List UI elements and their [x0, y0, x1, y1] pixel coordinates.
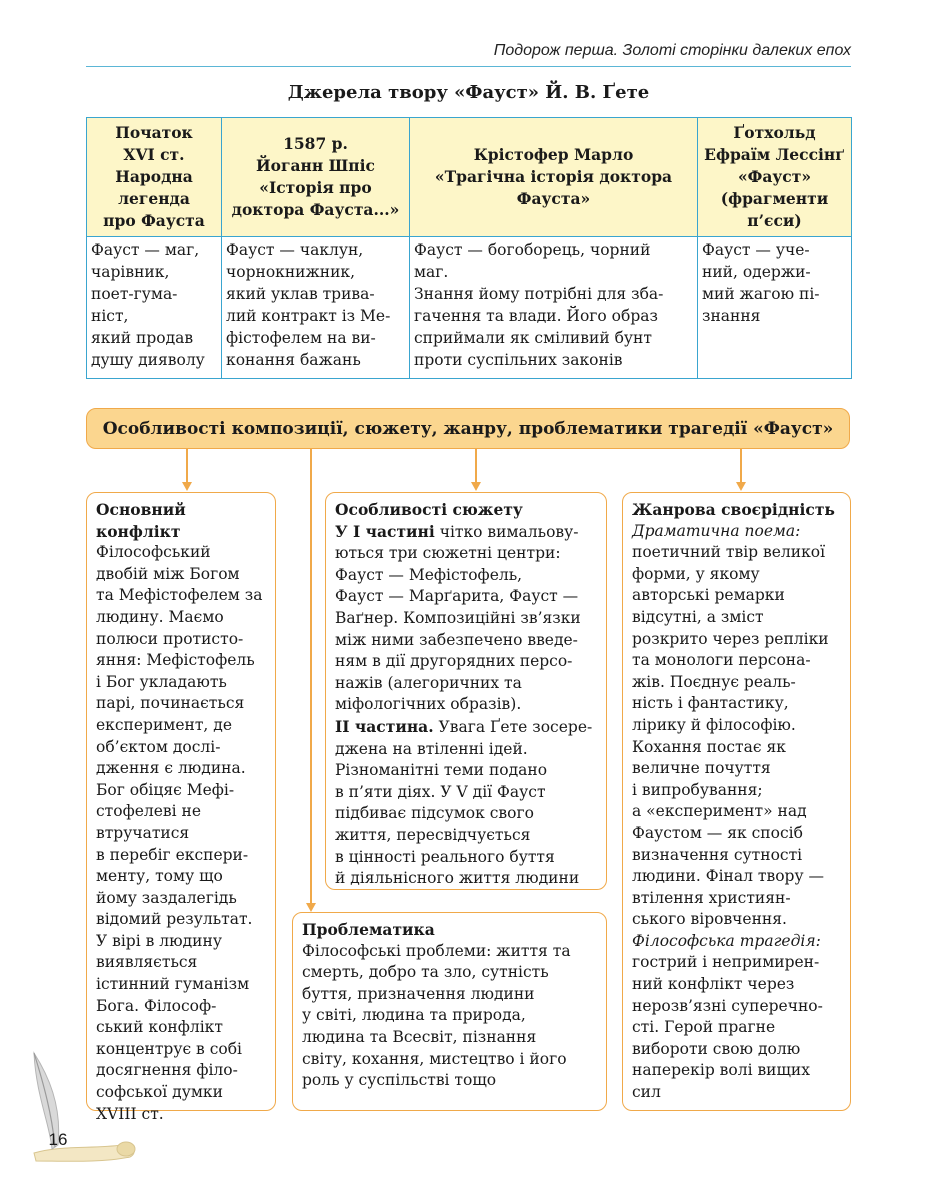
- text-line: в цінності реального буття: [335, 847, 555, 866]
- part2-first: Увага Ґете зосере-: [433, 717, 593, 736]
- header-line: Ефраїм Лессінґ: [704, 145, 845, 164]
- text-line: у світі, людина та природа,: [302, 1006, 526, 1025]
- text-line: форми, у якому: [632, 564, 760, 583]
- text-line: концентрує в собі: [96, 1039, 243, 1058]
- text-line: Ваґнер. Композиційні зв’язки: [335, 608, 581, 627]
- text-line: джена на втіленні ідей.: [335, 739, 528, 758]
- cell-line: ніст,: [91, 307, 129, 325]
- cell-line: Фауст — маг,: [91, 241, 200, 259]
- text-line: [632, 521, 841, 543]
- cell-line: фістофелем на ви-: [226, 329, 376, 347]
- header-line: 1587 р.: [283, 134, 348, 153]
- text-line: менту, тому що: [96, 867, 223, 886]
- table-title: Джерела твору «Фауст» Й. В. Ґете: [287, 82, 650, 103]
- text-line: визначення сутності: [632, 845, 803, 864]
- cell-line: Фауст — уче-: [702, 241, 810, 259]
- genre-heading: Жанрова своєрідність: [632, 500, 835, 519]
- plot-box: [325, 492, 607, 890]
- text-line: відомий результат.: [96, 910, 253, 929]
- text-line: і випробування;: [632, 780, 763, 799]
- connector-line: [475, 449, 477, 482]
- text-line: [335, 716, 597, 739]
- header-line: легенда: [118, 189, 190, 208]
- header-line: про Фауста: [103, 211, 205, 230]
- table-cell: [698, 237, 852, 379]
- text-line: парі, починається: [96, 694, 245, 713]
- cell-line: який уклав трива-: [226, 285, 375, 303]
- text-line: між ними забезпечено введе-: [335, 630, 578, 649]
- text-line: та монологи персона-: [632, 651, 811, 670]
- text-line: і Бог укладають: [96, 672, 227, 691]
- text-line: та Мефістофелем за: [96, 586, 263, 605]
- text-line: гострий і непримирен-: [632, 953, 820, 972]
- text-line: жів. Поєднує реаль-: [632, 672, 796, 691]
- genre-subheading: Філософська трагедія:: [632, 931, 821, 950]
- arrow-down-icon: [736, 482, 746, 491]
- text-line: а «експеримент» над: [632, 802, 807, 821]
- part1-label: У І частині: [335, 521, 435, 541]
- table-header-cell: [698, 118, 852, 237]
- text-line: Фауст — Марґарита, Фауст —: [335, 587, 579, 606]
- text-line: Фаустом — як спосіб: [632, 823, 803, 842]
- text-line: сил: [632, 1083, 661, 1102]
- text-line: буття, призначення людини: [302, 984, 535, 1003]
- text-line: полюси протисто-: [96, 629, 244, 648]
- text-line: виявляється: [96, 953, 198, 972]
- text-line: в п’яти діях. У V дії Фауст: [335, 782, 546, 801]
- text-line: XVIII ст.: [96, 1104, 164, 1123]
- text-line: Кохання постає як: [632, 737, 786, 756]
- header-line: «Фауст»: [737, 167, 812, 186]
- conflict-heading: Основний конфлікт: [96, 500, 186, 541]
- header-line: XVI ст.: [123, 145, 185, 164]
- text-line: ського віровчення.: [632, 910, 787, 929]
- running-title: Подорож перша. Золоті сторінки далеких епох: [493, 42, 851, 59]
- table-cell: [87, 237, 222, 379]
- text-line: істинний гуманізм: [96, 975, 250, 994]
- text-line: софської думки: [96, 1083, 223, 1102]
- text-line: нерозв’язні суперечно-: [632, 996, 823, 1015]
- text-line: двобій між Богом: [96, 564, 240, 583]
- text-line: вибороти свою долю: [632, 1039, 801, 1058]
- text-line: втручатися: [96, 823, 190, 842]
- text-line: [632, 931, 841, 953]
- problems-box: [292, 912, 607, 1111]
- arrow-down-icon: [182, 482, 192, 491]
- cell-line: Знання йому потрібні для зба-: [414, 285, 664, 303]
- text-line: [335, 521, 597, 544]
- text-line: експеримент, де: [96, 715, 233, 734]
- text-line: й діяльнісного життя людини: [335, 869, 580, 888]
- text-line: людини. Фінал твору —: [632, 867, 825, 886]
- header-line: «Трагічна історія доктора: [434, 167, 673, 186]
- text-line: Фауст — Мефістофель,: [335, 565, 523, 584]
- text-line: Бога. Філософ-: [96, 996, 217, 1015]
- cell-line: маг.: [414, 263, 449, 281]
- connector-line: [310, 449, 312, 904]
- arrow-down-icon: [471, 482, 481, 491]
- conflict-box: [86, 492, 276, 1123]
- table-header-row: [87, 118, 852, 237]
- text-line: Філософський: [96, 543, 211, 562]
- text-line: поетичний твір великої: [632, 543, 826, 562]
- part2-label: ІІ частина.: [335, 716, 434, 736]
- text-line: втілення християн-: [632, 888, 791, 907]
- header-line: Крістофер Марло: [473, 145, 634, 164]
- text-line: лірику й філософію.: [632, 715, 796, 734]
- cell-line: мий жагою пі-: [702, 285, 820, 303]
- text-line: ний конфлікт через: [632, 975, 795, 994]
- text-line: смерть, добро та зло, сутність: [302, 963, 549, 982]
- text-line: величне почуття: [632, 759, 771, 778]
- cell-line: ний, одержи-: [702, 263, 811, 281]
- part1-first: чітко вимальову-: [434, 522, 579, 541]
- header-line: Фауста»: [516, 189, 591, 208]
- cell-line: Фауст — богоборець, чорний: [414, 241, 651, 259]
- text-line: людина та Всесвіт, пізнання: [302, 1027, 537, 1046]
- text-line: стофелеві не: [96, 802, 202, 821]
- header-line: доктора Фауста...»: [231, 200, 400, 219]
- header-line: (фрагменти: [720, 189, 829, 208]
- text-line: ються три сюжетні центри:: [335, 544, 561, 563]
- connector-line: [740, 449, 742, 482]
- text-line: міфологічних образів).: [335, 695, 522, 714]
- connector-line: [186, 449, 188, 482]
- cell-line: сприймали як сміливий бунт: [414, 329, 652, 347]
- text-line: людину. Маємо: [96, 607, 224, 626]
- text-line: в перебіг експери-: [96, 845, 249, 864]
- cell-line: конання бажань: [226, 351, 361, 369]
- table-header-cell: [222, 118, 410, 237]
- text-line: Бог обіцяє Мефі-: [96, 780, 235, 799]
- table-header-cell: [87, 118, 222, 237]
- text-line: Філософські проблеми: життя та: [302, 941, 571, 960]
- text-line: ням в дії другорядних персо-: [335, 652, 573, 671]
- cell-line: Фауст — чаклун,: [226, 241, 364, 259]
- text-line: йому заздалегідь: [96, 888, 237, 907]
- text-line: дження є людина.: [96, 759, 246, 778]
- text-line: Різноманітні теми подано: [335, 761, 548, 780]
- text-line: відсутні, а зміст: [632, 607, 764, 626]
- text-line: розкрито через репліки: [632, 629, 829, 648]
- text-line: яння: Мефістофель: [96, 651, 255, 670]
- text-line: У вірі в людину: [96, 931, 222, 950]
- page-number: 16: [48, 1130, 68, 1149]
- text-line: сті. Герой прагне: [632, 1018, 776, 1037]
- scheme-banner: Особливості композиції, сюжету, жанру, проблематики трагедії «Фауст»: [86, 408, 850, 449]
- header-line: Ґотхольд: [733, 123, 816, 142]
- text-line: нажів (алегоричних та: [335, 673, 522, 692]
- text-line: об’єктом дослі-: [96, 737, 221, 756]
- text-line: роль у суспільстві тощо: [302, 1071, 497, 1090]
- text-line: підбиває підсумок свого: [335, 804, 534, 823]
- cell-line: лий контракт із Ме-: [226, 307, 391, 325]
- header-rule: [86, 66, 851, 67]
- cell-line: поет-гума-: [91, 285, 178, 303]
- genre-box: [622, 492, 851, 1111]
- text-line: ність і фантастику,: [632, 694, 789, 713]
- cell-line: гачення та влади. Його образ: [414, 307, 658, 325]
- table-header-cell: [410, 118, 698, 237]
- sources-table: [86, 117, 852, 379]
- cell-line: знання: [702, 307, 761, 325]
- header-line: Йоганн Шпіс: [256, 156, 375, 175]
- table-cell: [222, 237, 410, 379]
- text-line: авторські ремарки: [632, 586, 785, 605]
- header-line: Народна: [115, 167, 193, 186]
- header-line: Початок: [115, 123, 193, 142]
- text-line: життя, пересвідчується: [335, 825, 531, 844]
- text-line: досягнення філо-: [96, 1061, 238, 1080]
- problems-heading: Проблематика: [302, 920, 435, 939]
- genre-subheading: Драматична поема:: [632, 521, 801, 540]
- cell-line: проти суспільних законів: [414, 351, 623, 369]
- cell-line: чарівник,: [91, 263, 170, 281]
- text-line: світу, кохання, мистецтво і його: [302, 1049, 567, 1068]
- header-line: п’єси): [747, 211, 802, 230]
- cell-line: який продав: [91, 329, 194, 347]
- table-cell: [410, 237, 698, 379]
- cell-line: душу дияволу: [91, 351, 205, 369]
- header-line: «Історія про: [259, 178, 372, 197]
- table-row: [87, 237, 852, 379]
- cell-line: чорнокнижник,: [226, 263, 356, 281]
- plot-heading: Особливості сюжету: [335, 500, 523, 519]
- arrow-down-icon: [306, 903, 316, 912]
- text-line: наперекір волі вищих: [632, 1061, 810, 1080]
- text-line: ський конфлікт: [96, 1018, 223, 1037]
